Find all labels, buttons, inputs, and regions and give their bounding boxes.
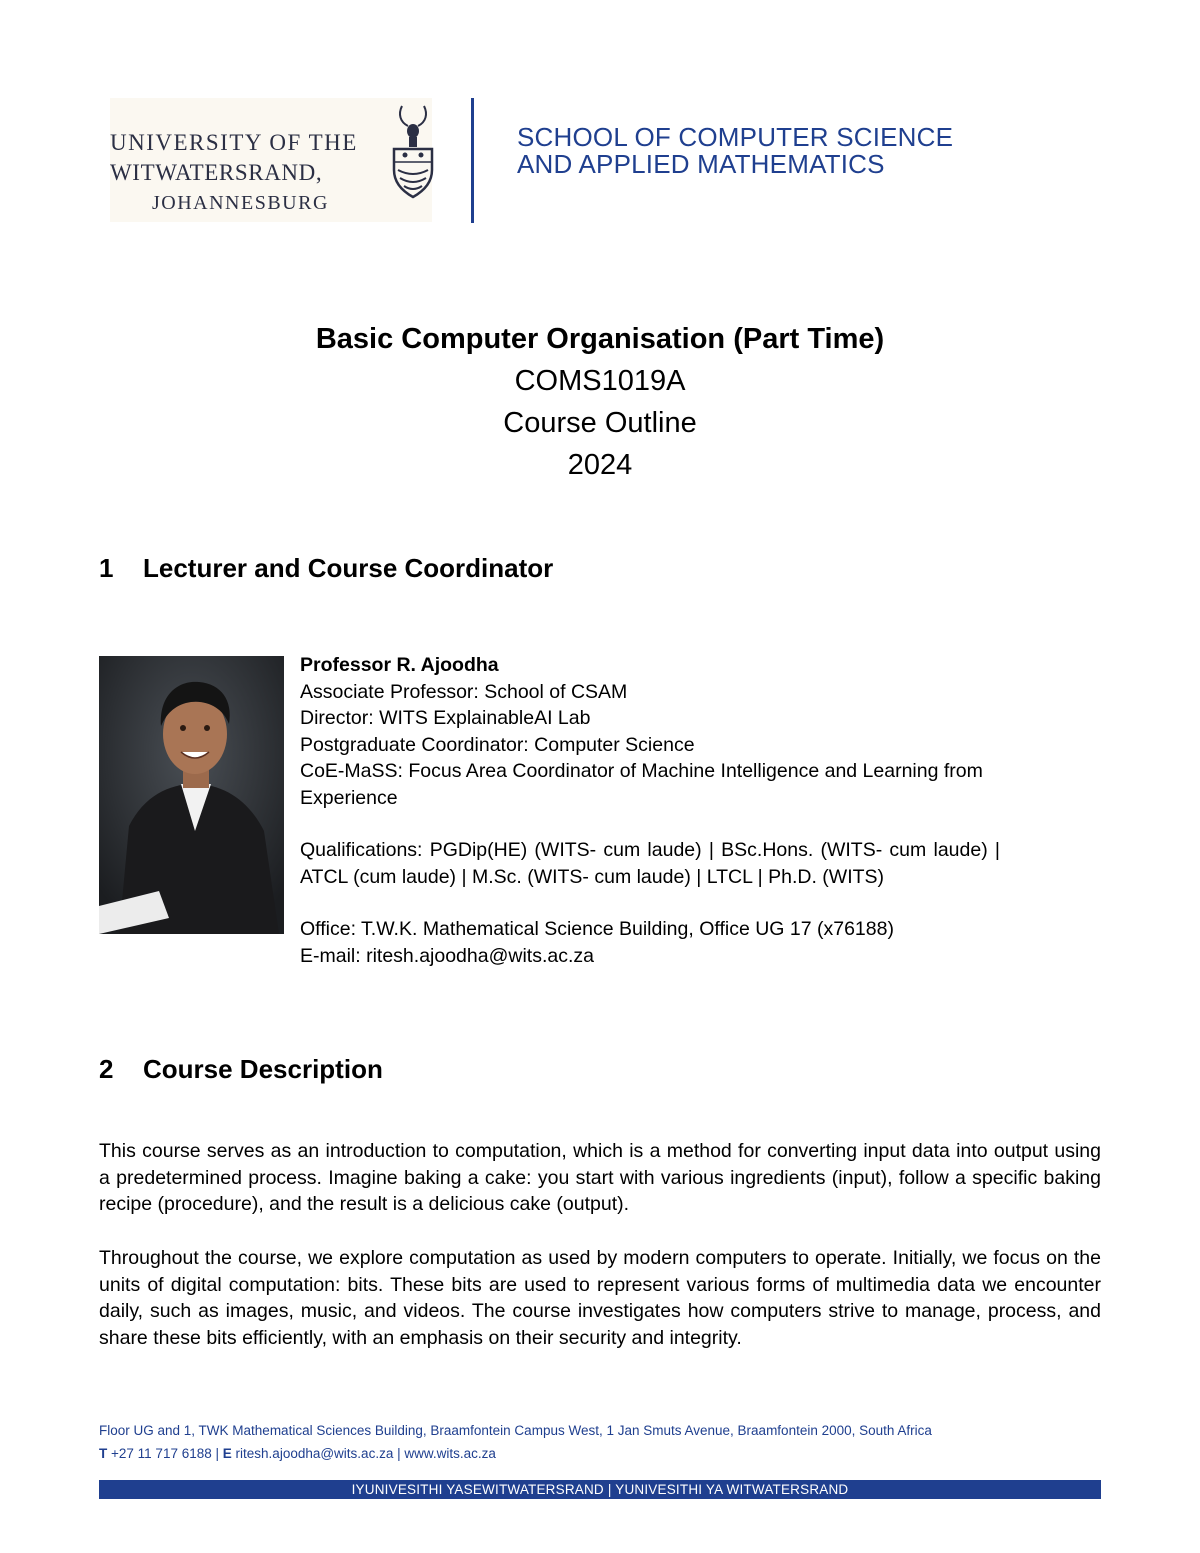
course-code: COMS1019A (514, 365, 686, 397)
section-number: 2 (99, 1054, 114, 1084)
university-logo (110, 98, 432, 222)
footer-phone: +27 11 717 6188 | (111, 1446, 219, 1461)
lecturer-photo (99, 656, 284, 934)
footer-banner: IYUNIVESITHI YASEWITWATERSRAND | YUNIVESITHI YA WITWATERSRAND (99, 1480, 1101, 1499)
email-label: E (222, 1446, 232, 1461)
portrait-image (99, 656, 284, 934)
course-year: 2024 (567, 449, 633, 481)
lecturer-role: Associate Professor: School of CSAM (300, 680, 628, 703)
lecturer-email[interactable]: E-mail: ritesh.ajoodha@wits.ac.za (300, 944, 594, 967)
section-title: Lecturer and Course Coordinator (143, 553, 554, 583)
document-type: Course Outline (503, 407, 697, 439)
university-name-line2: WITWATERSRAND, (110, 160, 323, 185)
footer-email-web[interactable]: ritesh.ajoodha@wits.ac.za | www.wits.ac.za (235, 1446, 496, 1461)
section-number: 1 (99, 553, 114, 583)
course-name: Basic Computer Organisation (Part Time) (315, 323, 885, 355)
description-text: Throughout the course, we explore computation as used by modern computers to operate. Initially, we focus on the units of digital computation: bits. These bits are used to represent various forms of multimedia data we encounter daily, such as images, music, and videos. The course investigates how computers strive to manage, process, and share these bits efficiently, with an emphasis on their security and integrity. (99, 1247, 1101, 1349)
description-text: This course serves as an introduction to computation, which is a method for converting input data into output using a predetermined process. Imagine baking a cake: you start with various ingredients (input), follow a specific baking recipe (procedure), and the result is a delicious cake (output). (99, 1140, 1101, 1215)
lecturer-qualifications: Qualifications: PGDip(HE) (WITS- cum laude) | BSc.Hons. (WITS- cum laude) | ATCL (cum laude) | M.Sc. (WITS- cum laude) | LTCL | Ph.D. (WITS) (300, 839, 1000, 888)
lecturer-office: Office: T.W.K. Mathematical Science Building, Office UG 17 (x76188) (300, 918, 894, 940)
section-heading-description (99, 1054, 383, 1085)
description-paragraph (99, 1245, 1101, 1351)
lecturer-role: CoE-MaSS: Focus Area Coordinator of Machine Intelligence and Learning from Experience (300, 760, 983, 809)
lecturer-role: Postgraduate Coordinator: Computer Science (300, 733, 695, 756)
lecturer-details (300, 652, 1020, 969)
footer-contact (99, 1446, 496, 1461)
header-divider (471, 98, 474, 223)
section-heading-lecturer (99, 553, 553, 584)
section-title: Course Description (143, 1054, 383, 1084)
school-name (517, 124, 953, 178)
university-name-line3: JOHANNESBURG (152, 192, 329, 214)
crest-icon (388, 104, 438, 200)
phone-label: T (99, 1446, 108, 1461)
description-paragraph (99, 1138, 1101, 1218)
school-name-line2: AND APPLIED MATHEMATICS (517, 149, 885, 179)
footer-address: Floor UG and 1, TWK Mathematical Sciences Building, Braamfontein Campus West, 1 Jan Smuts Avenue, Braamfontein 2000, South Africa (99, 1423, 932, 1438)
lecturer-name: Professor R. Ajoodha (300, 654, 499, 676)
title-block (0, 318, 1200, 486)
university-name-line1: UNIVERSITY OF THE (110, 130, 358, 155)
school-name-line1: SCHOOL OF COMPUTER SCIENCE (517, 122, 954, 152)
lecturer-role: Director: WITS ExplainableAI Lab (300, 707, 591, 729)
